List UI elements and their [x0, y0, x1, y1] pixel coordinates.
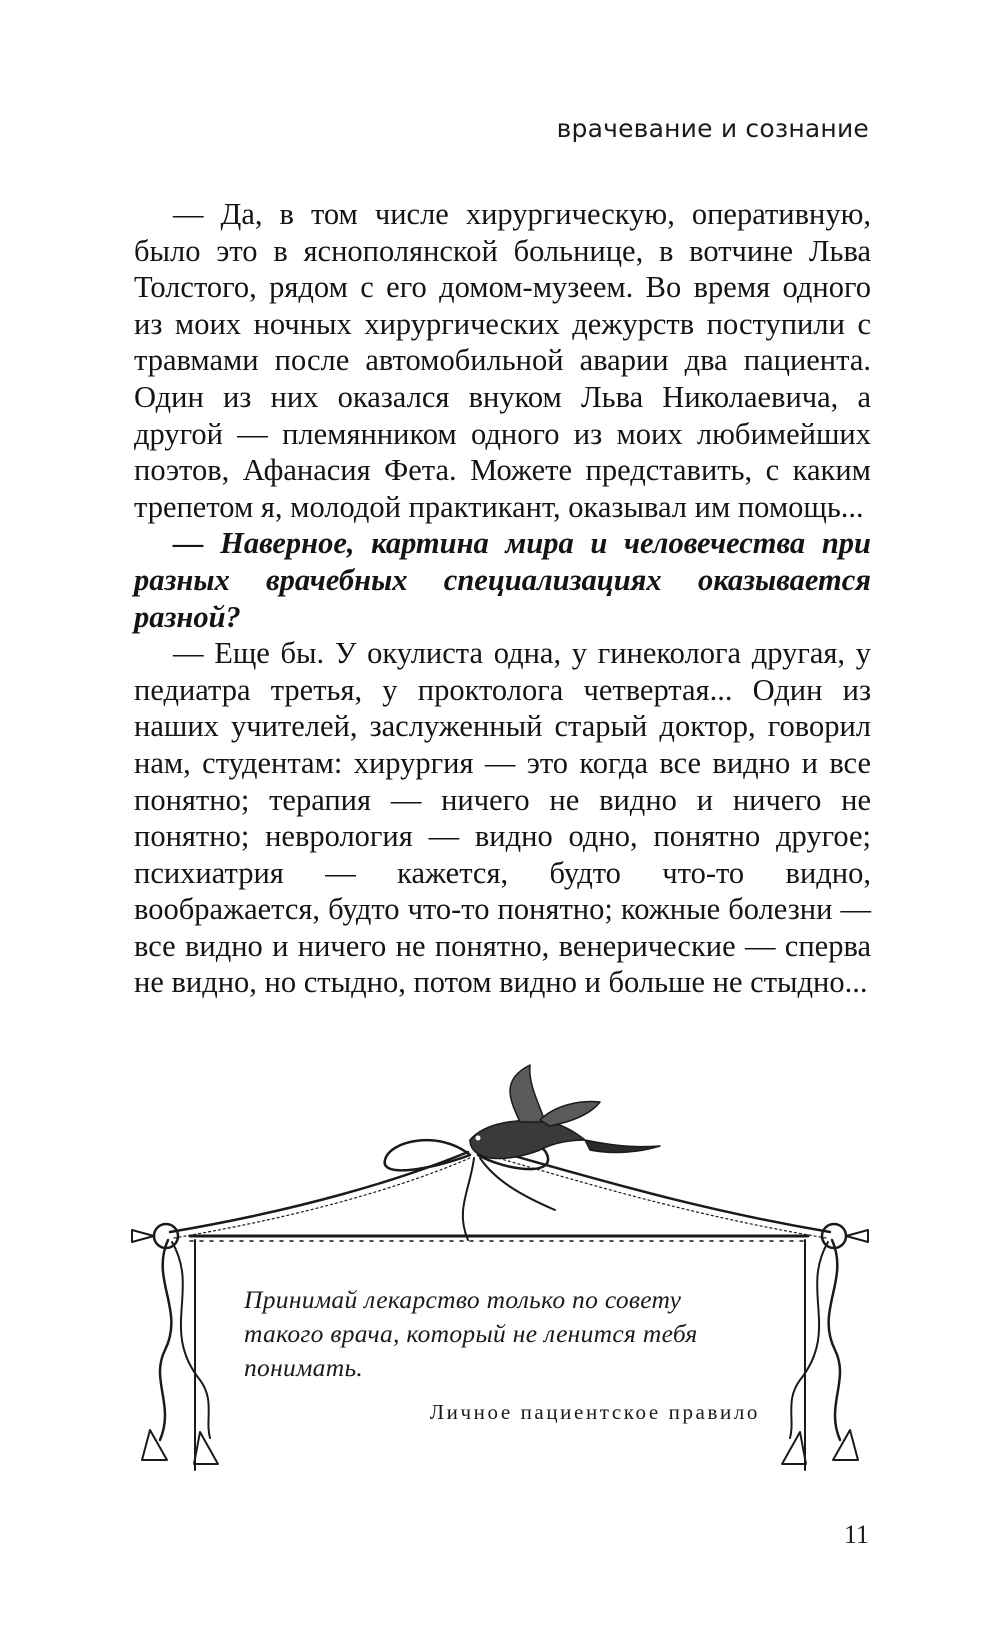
- answer-paragraph-1: — Да, в том числе хирургическую, оперативную, было это в яснополянской больнице, в вотчине Льва Толстого, рядом с его домом-музеем. Во время одного из моих ночных хирургических дежурств поступили с травмами после автомобильной аварии два пациента. Один из них оказался внуком Льва Николаевича, а другой — племянником одного из моих любимейших поэтов, Афанасия Фета. Можете представить, с каким трепетом я, молодой практикант, оказывал им помощь...: [134, 197, 871, 524]
- question-paragraph: — Наверное, картина мира и человечества при разных врачебных специализациях оказывается разной?: [134, 526, 871, 634]
- swallow-icon: [470, 1065, 660, 1159]
- banner-quote: Принимай лекарство только по совету такого врача, который не ленится тебя понимать.: [244, 1285, 698, 1382]
- answer-paragraph-2: — Еще бы. У окулиста одна, у гинеколога другая, у педиатра третья, у проктолога четвертая... Один из наших учителей, заслуженный старый доктор, говорил нам, студентам: хирургия — это когда все видно и все понятно; терапия — ничего не видно и ничего не понятно; неврология — видно одно, понятно другое; психиатрия — кажется, будто что-то видно, воображается, будто что-то понятно; кожные болезни — все видно и ничего не понятно, венерические — сперва не видно, но стыдно, потом видно и больше не стыдно...: [134, 636, 871, 1000]
- banner-attribution: Личное пациентское правило: [429, 1400, 760, 1424]
- body-text: [134, 196, 871, 1001]
- banner-ornament: [0, 1060, 1000, 1500]
- page-number: 11: [843, 1520, 869, 1549]
- running-head: врачевание и сознание: [556, 114, 869, 143]
